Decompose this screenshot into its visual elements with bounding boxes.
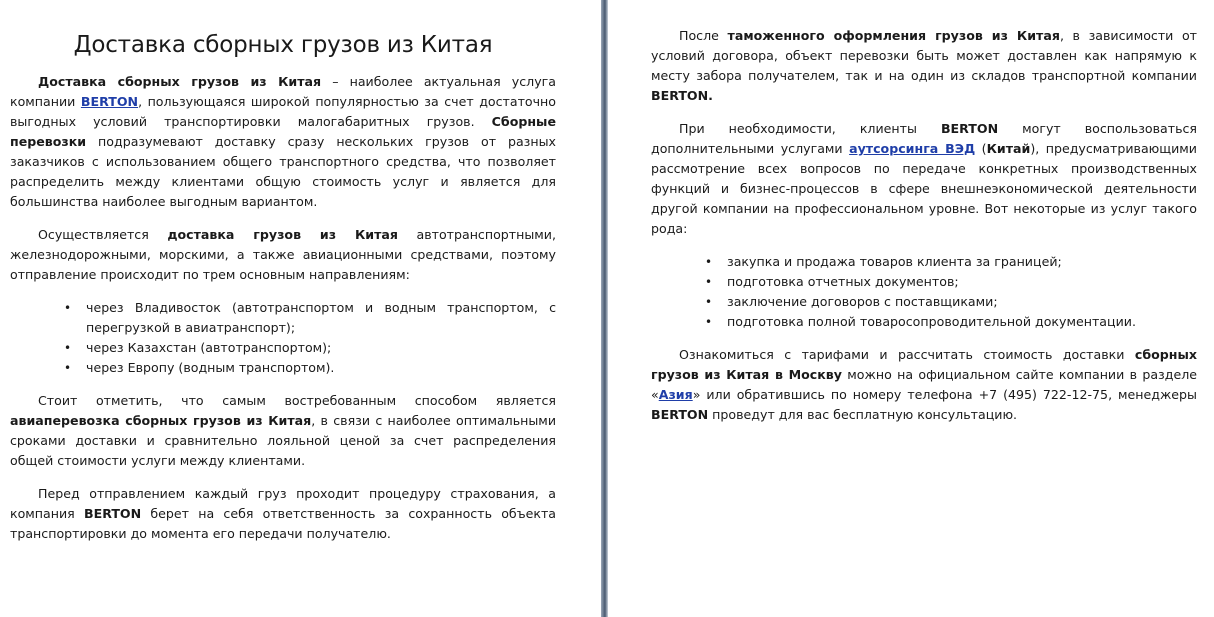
text: берет на себя ответственность за сохранность объекта транспортировки до момента его передачи получателю. xyxy=(10,506,556,541)
bullet-icon: • xyxy=(64,361,72,375)
list-item-text: через Владивосток (автотранспортом и водным транспортом, с перегрузкой в авиатранспорт); xyxy=(86,300,556,335)
text: ( xyxy=(975,141,987,156)
list-item xyxy=(705,252,1197,272)
paragraph-contacts xyxy=(651,345,1197,425)
text: можно на официальном сайте компании в разделе « xyxy=(651,367,1197,402)
asia-link[interactable]: Азия xyxy=(658,387,693,402)
bullet-icon: • xyxy=(705,315,713,329)
text: могут воспользоваться дополнительными услугами xyxy=(651,121,1197,156)
outsourcing-link[interactable]: аутсорсинга ВЭД xyxy=(849,141,976,156)
text: После xyxy=(679,28,728,43)
routes-list xyxy=(10,298,556,378)
bold-text: BERTON xyxy=(84,506,142,521)
list-item xyxy=(64,298,556,338)
list-item xyxy=(705,272,1197,292)
bold-text: доставка грузов из Китая xyxy=(167,227,398,242)
text: , в связи с наиболее оптимальными сроками доставки и сравнительно лояльной ценой за счет распределения общей стоимости услуги между клиентами. xyxy=(10,413,556,468)
paragraph-outsourcing xyxy=(651,119,1197,239)
text: Осуществляется xyxy=(38,227,168,242)
text: , пользующаяся широкой популярностью за счет достаточно выгодных условий транспортировки малогабаритных грузов. xyxy=(10,94,557,129)
bold-text: Китай xyxy=(986,141,1031,156)
list-item xyxy=(64,358,556,378)
bullet-icon: • xyxy=(705,255,713,269)
paragraph-insurance xyxy=(10,484,556,544)
text: проведут для вас бесплатную консультацию. xyxy=(708,407,1018,422)
page-right xyxy=(608,0,1214,617)
bold-text: таможенного оформления грузов из Китая xyxy=(727,28,1060,43)
text: Стоит отметить, что самым востребованным способом является xyxy=(38,393,556,408)
list-item-text: подготовка полной товаросопроводительной документации. xyxy=(727,314,1136,329)
bold-text: сборных грузов из Китая в Москву xyxy=(651,347,1197,382)
text: , в зависимости от условий договора, объект перевозки быть может доставлен как напрямую к месту забора получателем, так и на один из складов транспортной компании xyxy=(651,28,1197,83)
text: автотранспортными, железнодорожными, морскими, а также авиационными средствами, поэтому отправление происходит по трем основным направлениям: xyxy=(10,227,556,282)
list-item-text: заключение договоров с поставщиками; xyxy=(727,294,998,309)
bold-text: Сборные перевозки xyxy=(10,114,556,149)
bullet-icon: • xyxy=(64,341,72,355)
berton-link[interactable]: BERTON xyxy=(80,94,139,109)
page-left xyxy=(0,0,601,617)
text: ), предусматривающими рассмотрение всех вопросов по передаче конкретных производственных функций и бизнес-процессов в сфере внешнеэкономической деятельности другой компании на профессиональном уровне. Вот некоторые из услуг такого рода: xyxy=(651,141,1197,236)
left-column xyxy=(10,30,556,557)
text: Перед отправлением каждый груз проходит процедуру страхования, а компания xyxy=(10,486,556,521)
list-item xyxy=(705,292,1197,312)
paragraph-transport xyxy=(10,225,556,285)
text: При необходимости, клиенты xyxy=(679,121,941,136)
text: Ознакомиться с тарифами и рассчитать стоимость доставки xyxy=(679,347,1135,362)
paragraph-air xyxy=(10,391,556,471)
bold-text: Доставка сборных грузов из Китая xyxy=(38,74,322,89)
text: подразумевают доставку сразу нескольких грузов от разных заказчиков с использованием общего транспортного средства, что позволяет распределить между клиентами общую стоимость услуг и является для большинства наиболее выгодным вариантом. xyxy=(10,134,556,209)
bullet-icon: • xyxy=(64,301,72,315)
bold-text: авиаперевозка сборных грузов из Китая xyxy=(10,413,312,428)
bold-text: BERTON xyxy=(651,407,709,422)
page-divider xyxy=(601,0,608,617)
bullet-icon: • xyxy=(705,295,713,309)
list-item-text: закупка и продажа товаров клиента за границей; xyxy=(727,254,1062,269)
list-item xyxy=(64,338,556,358)
document-title: Доставка сборных грузов из Китая xyxy=(73,32,493,58)
services-list xyxy=(651,252,1197,332)
paragraph-customs xyxy=(651,26,1197,106)
right-column xyxy=(651,26,1197,438)
paragraph-intro xyxy=(10,72,556,212)
bold-text: BERTON xyxy=(940,121,999,136)
list-item-text: через Казахстан (автотранспортом); xyxy=(86,340,332,355)
text: – наиболее актуальная услуга компании xyxy=(10,74,556,109)
text: » или обратившись по номеру телефона +7 (495) 722-12-75, менеджеры xyxy=(692,387,1197,402)
list-item xyxy=(705,312,1197,332)
bullet-icon: • xyxy=(705,275,713,289)
bold-text: BERTON. xyxy=(651,88,713,103)
list-item-text: подготовка отчетных документов; xyxy=(727,274,959,289)
list-item-text: через Европу (водным транспортом). xyxy=(86,360,335,375)
